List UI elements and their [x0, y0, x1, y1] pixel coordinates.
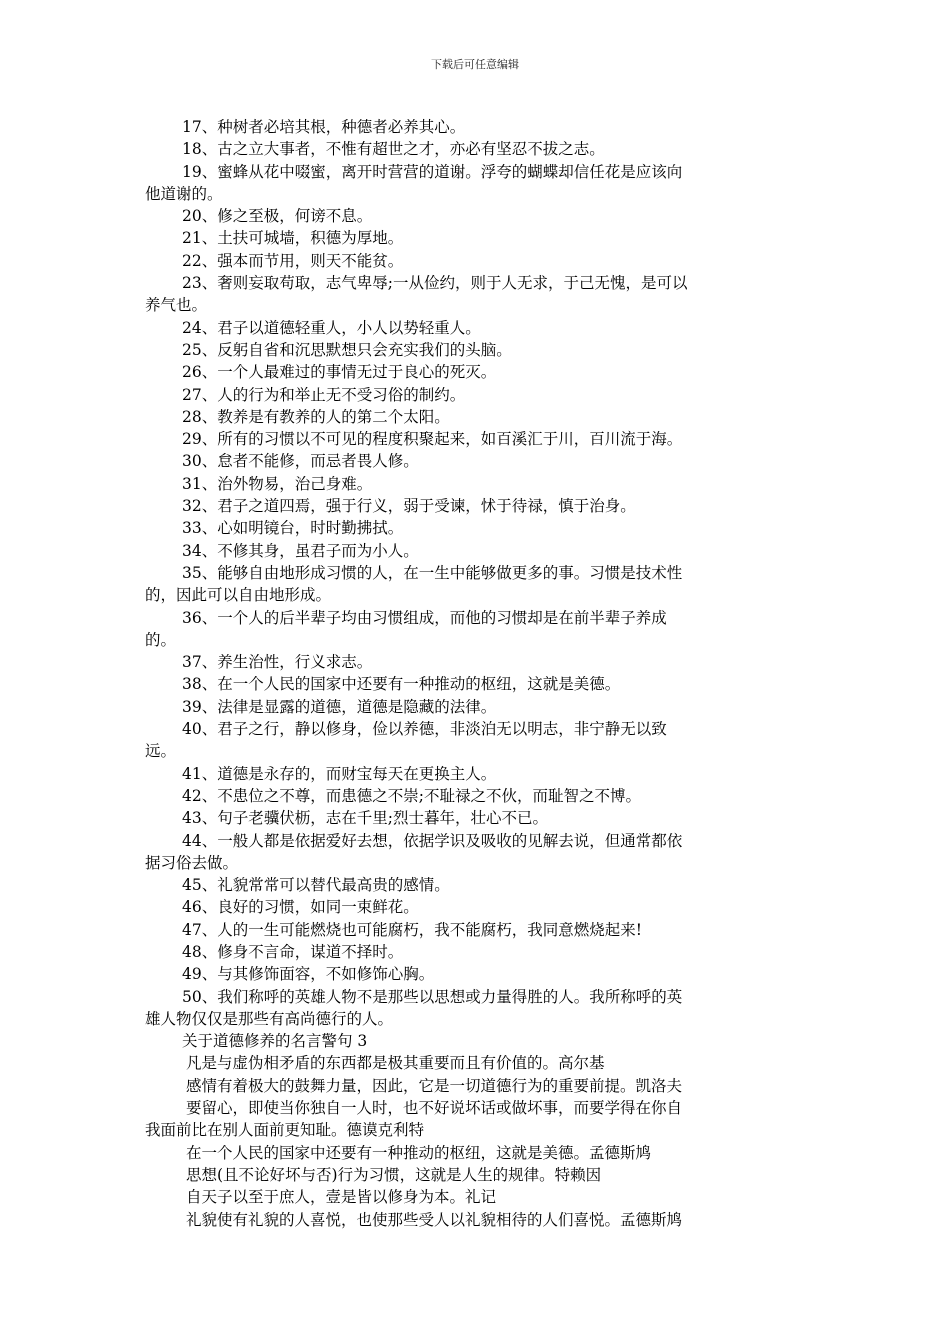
list-item-line: 29、所有的习惯以不可见的程度积聚起来，如百溪汇于川，百川流于海。	[182, 430, 683, 449]
document-body	[145, 116, 805, 1231]
list-item-line: 33、心如明镜台，时时勤拂拭。	[182, 519, 404, 538]
list-item-line: 38、在一个人民的国家中还要有一种推动的枢纽，这就是美德。	[182, 675, 621, 694]
list-item-line: 25、反躬自省和沉思默想只会充实我们的头脑。	[182, 340, 512, 359]
list-item-line: 远。	[145, 742, 177, 761]
list-item-line: 他道谢的。	[145, 184, 223, 203]
list-item-line: 据习俗去做。	[145, 853, 239, 872]
quote-line: 凡是与虚伪相矛盾的东西都是极其重要而且有价值的。高尔基	[186, 1054, 605, 1073]
list-item-line: 48、修身不言命，谋道不择时。	[182, 942, 404, 961]
list-item-line: 27、人的行为和举止无不受习俗的制约。	[182, 385, 466, 404]
quote-line: 要留心，即使当你独自一人时，也不好说坏话或做坏事，而要学得在你自	[186, 1099, 683, 1118]
page-header: 下载后可任意编辑	[431, 58, 519, 71]
list-item-line: 23、奢则妄取苟取，志气卑辱;一从俭约，则于人无求，于己无愧，是可以	[182, 274, 688, 293]
list-item-line: 24、君子以道德轻重人，小人以势轻重人。	[182, 318, 481, 337]
list-item-line: 40、君子之行，静以修身，俭以养德，非淡泊无以明志，非宁静无以致	[182, 720, 667, 739]
list-item-line: 的。	[145, 630, 177, 649]
list-item-line: 30、怠者不能修，而忌者畏人修。	[182, 452, 419, 471]
quote-line: 自天子以至于庶人，壹是皆以修身为本。礼记	[186, 1188, 497, 1207]
list-item-line: 20、修之至极，何谤不息。	[182, 207, 373, 226]
quote-line: 在一个人民的国家中还要有一种推动的枢纽，这就是美德。孟德斯鸠	[186, 1143, 652, 1162]
quote-line: 我面前比在别人面前更知耻。德谟克利特	[145, 1121, 425, 1140]
list-item-line: 32、君子之道四焉，强于行义，弱于受谏，怵于待禄，慎于治身。	[182, 497, 636, 516]
list-item-line: 49、与其修饰面容，不如修饰心胸。	[182, 965, 435, 984]
list-item-line: 22、强本而节用，则天不能贫。	[182, 251, 404, 270]
list-item-line: 19、蜜蜂从花中啜蜜，离开时营营的道谢。浮夸的蝴蝶却信任花是应该向	[182, 162, 683, 181]
list-item-line: 17、种树者必培其根，种德者必养其心。	[182, 118, 466, 136]
list-item-line: 26、一个人最难过的事情无过于良心的死灭。	[182, 363, 497, 382]
section-title: 关于道德修养的名言警句 3	[182, 1032, 368, 1051]
list-item-line: 31、治外物易，治己身难。	[182, 474, 373, 493]
list-item-line: 雄人物仅仅是那些有高尚德行的人。	[145, 1009, 394, 1028]
list-item-line: 18、古之立大事者，不惟有超世之才，亦必有坚忍不拔之志。	[182, 140, 605, 159]
quote-line: 思想(且不论好坏与否)行为习惯，这就是人生的规律。特赖因	[186, 1165, 602, 1184]
list-item-line: 养气也。	[145, 296, 208, 315]
list-item-line: 45、礼貌常常可以替代最高贵的感情。	[182, 876, 450, 895]
list-item-line: 43、句子老骥伏枥，志在千里;烈士暮年，壮心不已。	[182, 809, 548, 828]
list-item-line: 39、法律是显露的道德，道德是隐藏的法律。	[182, 697, 497, 716]
list-item-line: 42、不患位之不尊，而患德之不崇;不耻禄之不伙，而耻智之不博。	[182, 786, 641, 805]
list-item-line: 36、一个人的后半辈子均由习惯组成，而他的习惯却是在前半辈子养成	[182, 608, 667, 627]
list-item-line: 21、土扶可城墙，积德为厚地。	[182, 229, 404, 248]
quote-line: 礼貌使有礼貌的人喜悦，也使那些受人以礼貌相待的人们喜悦。孟德斯鸠	[186, 1210, 683, 1229]
list-item-line: 47、人的一生可能燃烧也可能腐朽，我不能腐朽，我同意燃烧起来!	[182, 920, 642, 939]
list-item-line: 34、不修其身，虽君子而为小人。	[182, 541, 419, 560]
list-item-line: 28、教养是有教养的人的第二个太阳。	[182, 407, 450, 426]
quote-line: 感情有着极大的鼓舞力量，因此，它是一切道德行为的重要前提。凯洛夫	[186, 1076, 683, 1095]
list-item-line: 46、良好的习惯，如同一束鲜花。	[182, 898, 419, 917]
list-item-line: 37、养生治性，行义求志。	[182, 653, 373, 672]
list-item-line: 35、能够自由地形成习惯的人，在一生中能够做更多的事。习惯是技术性	[182, 563, 683, 582]
list-item-line: 44、一般人都是依据爱好去想，依据学识及吸收的见解去说，但通常都依	[182, 831, 683, 850]
list-item-line: 41、道德是永存的，而财宝每天在更换主人。	[182, 764, 497, 783]
list-item-line: 50、我们称呼的英雄人物不是那些以思想或力量得胜的人。我所称呼的英	[182, 987, 683, 1006]
list-item-line: 的，因此可以自由地形成。	[145, 586, 332, 605]
